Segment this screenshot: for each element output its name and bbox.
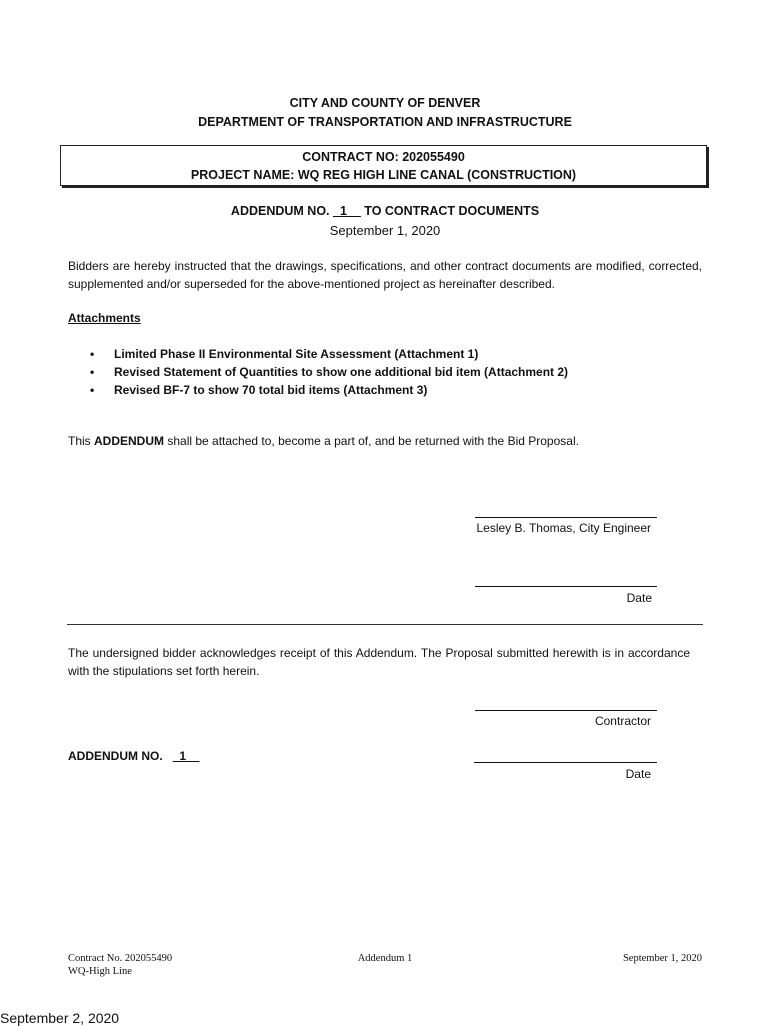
bullet-icon: • <box>90 383 95 397</box>
contractor-signature-line <box>475 710 657 711</box>
bullet-icon: • <box>90 347 95 361</box>
contractor-date-label: Date <box>625 767 651 781</box>
intro-paragraph: Bidders are hereby instructed that the drawings, specifications, and other contract documents are modified, corrected, supplemented and/or superseded for the above-mentioned project as hereinafter described. <box>68 259 702 291</box>
contractor-signature-label: Contractor <box>594 714 651 728</box>
bullet-icon: • <box>90 365 95 379</box>
addendum-title-number: _1__ <box>333 204 361 218</box>
addendum-date: September 1, 2020 <box>329 223 441 238</box>
header-city: CITY AND COUNTY OF DENVER <box>289 96 481 110</box>
addendum-number-value: _1__ <box>172 749 200 763</box>
section-divider <box>67 624 703 625</box>
footer-contract-no: Contract No. 202055490 <box>68 953 173 964</box>
attachment-label: Revised Statement of Quantities to show one additional bid item (Attachment 2) <box>114 365 569 379</box>
list-item <box>68 345 708 363</box>
list-item <box>68 363 708 381</box>
footer-center: Addendum 1 <box>357 953 413 964</box>
attachments-heading: Attachments <box>68 311 141 325</box>
header-department: DEPARTMENT OF TRANSPORTATION AND INFRASTRUCTURE <box>198 115 572 129</box>
contract-info-box <box>60 145 707 186</box>
engineer-date-line <box>475 586 657 587</box>
attach-statement-bold: ADDENDUM <box>94 434 165 448</box>
addendum-number-label: ADDENDUM NO. <box>68 749 163 763</box>
addendum-title <box>0 204 770 218</box>
attachments-list <box>68 345 708 399</box>
engineer-signature-label: Lesley B. Thomas, City Engineer <box>476 521 651 535</box>
footer-right: September 1, 2020 <box>622 953 702 964</box>
attachment-label: Limited Phase II Environmental Site Assessment (Attachment 1) <box>114 347 479 361</box>
attach-statement-before: This <box>68 434 95 448</box>
addendum-title-prefix: ADDENDUM NO. <box>230 204 334 218</box>
footer-left <box>68 952 172 978</box>
footer-project: WQ-High Line <box>68 966 132 977</box>
engineer-date-label: Date <box>626 591 652 605</box>
stamp-date: September 2, 2020 <box>0 1010 120 1026</box>
project-name: PROJECT NAME: WQ REG HIGH LINE CANAL (CONSTRUCTION) <box>190 168 577 182</box>
addendum-number-footer <box>68 749 199 763</box>
attach-statement-after: shall be attached to, become a part of, and be returned with the Bid Proposal. <box>164 434 579 448</box>
attachment-label: Revised BF-7 to show 70 total bid items (Attachment 3) <box>114 383 428 397</box>
contractor-date-line <box>474 762 657 763</box>
addendum-title-suffix: TO CONTRACT DOCUMENTS <box>360 204 540 218</box>
attach-statement <box>68 433 708 451</box>
list-item <box>68 381 708 399</box>
engineer-signature-line <box>475 517 657 518</box>
acknowledgement-paragraph: The undersigned bidder acknowledges receipt of this Addendum. The Proposal submitted herewith is in accordance with the stipulations set forth herein. <box>68 646 690 678</box>
contract-number: CONTRACT NO: 202055490 <box>302 150 465 164</box>
